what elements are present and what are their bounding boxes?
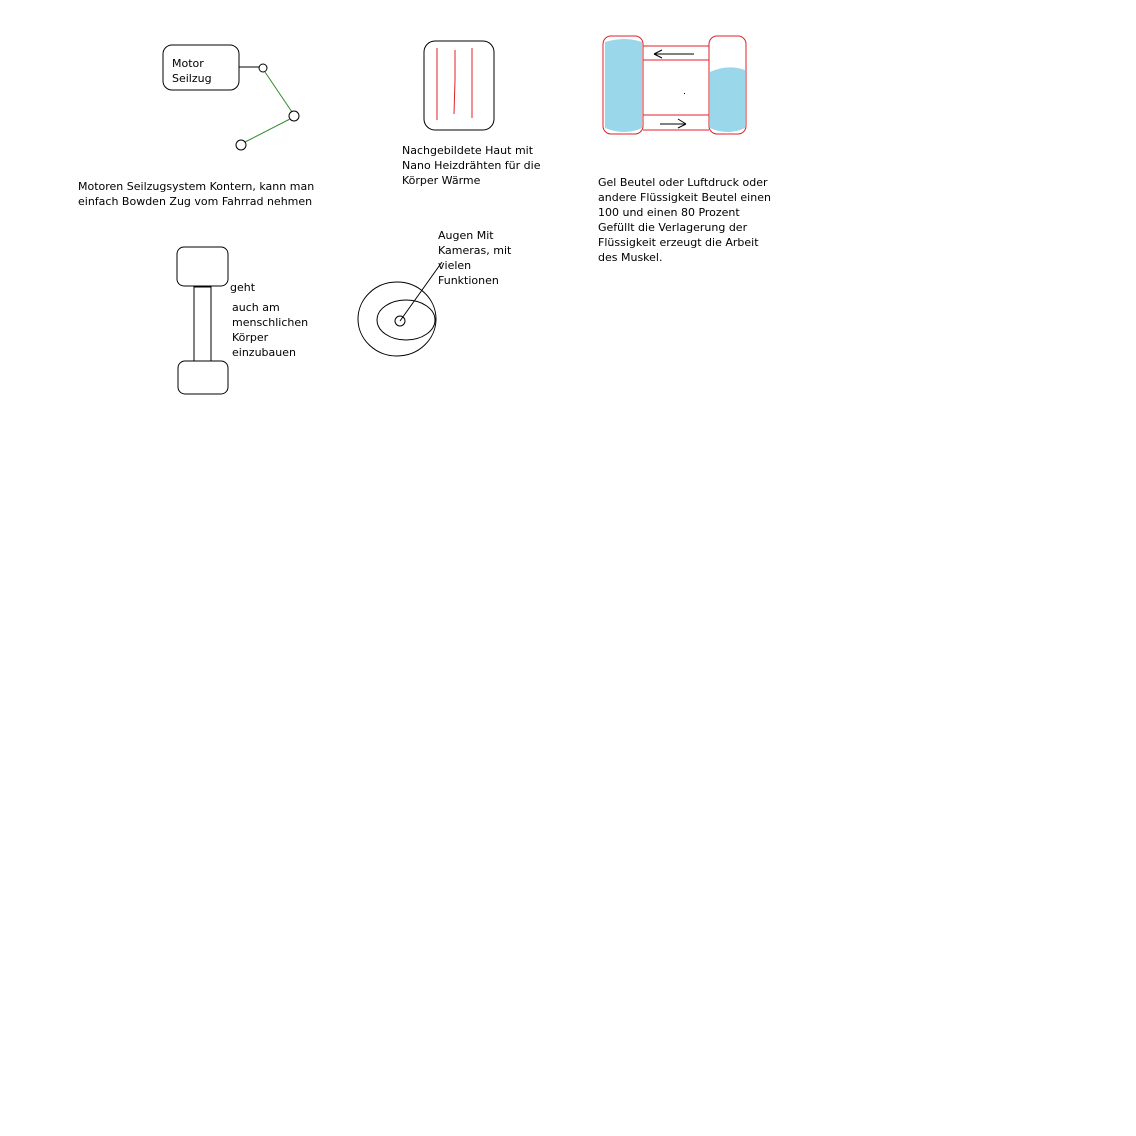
- motor-box-line-1: Motor: [172, 57, 204, 70]
- dumbbell-caption-line-5: einzubauen: [232, 346, 296, 359]
- dumbbell-bar: [194, 287, 211, 361]
- skin-caption: [402, 143, 540, 188]
- eye-caption-line-2: Kameras, mit: [438, 244, 512, 257]
- dumbbell-bottom-weight: [178, 361, 228, 394]
- eye-diagram: [358, 262, 442, 356]
- dumbbell-top-weight: [177, 247, 228, 286]
- eye-caption: [438, 228, 511, 288]
- upper-joint: [259, 64, 267, 72]
- motor-caption-line-2: einfach Bowden Zug vom Fahrrad nehmen: [78, 195, 313, 208]
- middle-joint: [289, 111, 299, 121]
- gel-caption-line-5: Flüssigkeit erzeugt die Arbeit: [598, 236, 759, 249]
- gel-caption-line-6: des Muskel.: [598, 251, 663, 264]
- right-fluid: [710, 67, 745, 132]
- dumbbell-caption-line-2: auch am: [232, 301, 280, 314]
- skin-caption-line-2: Nano Heizdrähten für die: [402, 159, 541, 172]
- skin-diagram: [424, 41, 494, 130]
- motor-box-line-2: Seilzug: [172, 72, 212, 85]
- dumbbell-caption-geht: [230, 280, 255, 295]
- heating-wire: [454, 80, 455, 114]
- arrow-left-icon: [654, 50, 694, 58]
- cable-upper-segment: [265, 72, 292, 112]
- lower-joint: [236, 140, 246, 150]
- dumbbell-caption: [232, 300, 308, 360]
- dumbbell-diagram: [177, 247, 228, 394]
- eye-caption-line-3: vielen: [438, 259, 472, 272]
- gel-muscle-diagram: [603, 36, 746, 134]
- dumbbell-caption-line-4: Körper: [232, 331, 269, 344]
- gel-caption-line-1: Gel Beutel oder Luftdruck oder: [598, 176, 768, 189]
- motor-caption: [78, 179, 314, 209]
- eye-iris-ring: [377, 300, 435, 340]
- eye-caption-line-1: Augen Mit: [438, 229, 494, 242]
- skin-caption-line-3: Körper Wärme: [402, 174, 481, 187]
- cable-lower-segment: [245, 119, 290, 142]
- motor-box-label: [172, 56, 212, 86]
- gel-caption-line-4: Gefüllt die Verlagerung der: [598, 221, 748, 234]
- skin-caption-line-1: Nachgebildete Haut mit: [402, 144, 534, 157]
- eye-outer-ring: [358, 282, 436, 356]
- gel-caption-line-2: andere Flüssigkeit Beutel einen: [598, 191, 771, 204]
- dumbbell-caption-line-1: geht: [230, 281, 256, 294]
- eye-caption-line-4: Funktionen: [438, 274, 499, 287]
- center-dot: [684, 93, 685, 94]
- dumbbell-caption-line-3: menschlichen: [232, 316, 309, 329]
- gel-caption: [598, 175, 771, 265]
- arrow-right-icon: [660, 119, 686, 128]
- skin-outline: [424, 41, 494, 130]
- motor-caption-line-1: Motoren Seilzugsystem Kontern, kann man: [78, 180, 315, 193]
- left-fluid: [605, 39, 642, 132]
- gel-caption-line-3: 100 und einen 80 Prozent: [598, 206, 740, 219]
